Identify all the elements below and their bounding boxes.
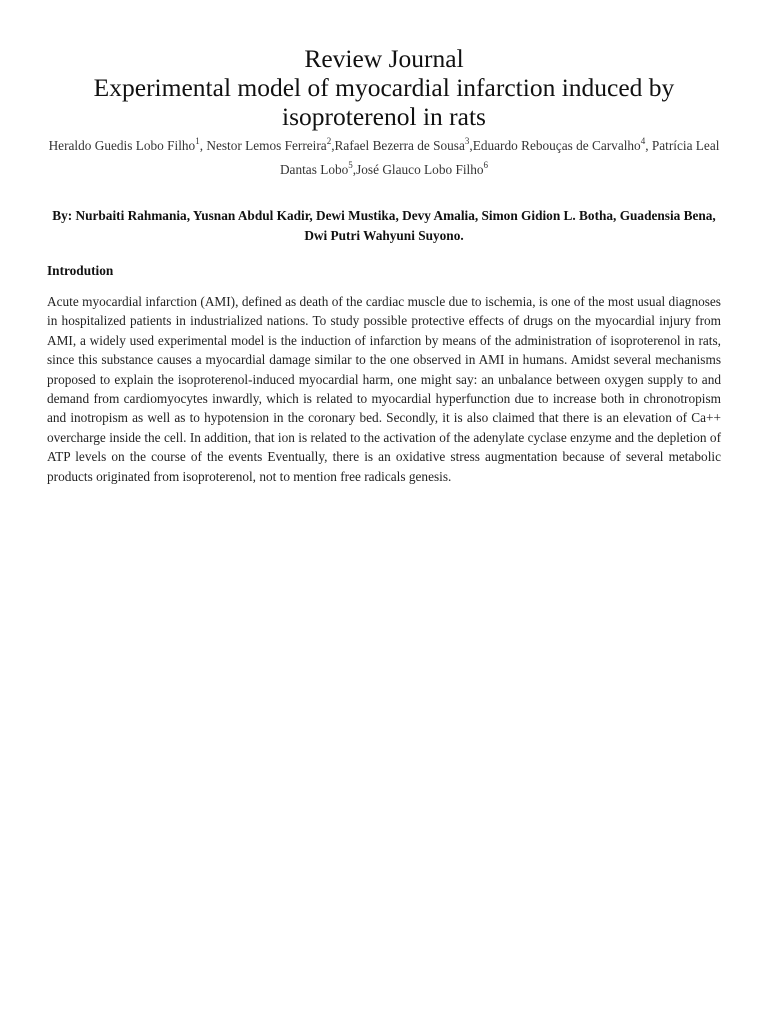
contributors-by-line: By: Nurbaiti Rahmania, Yusnan Abdul Kadir, Dewi Mustika, Devy Amalia, Simon Gidion L. Botha, Guadensia Bena, Dwi Putri Wahyuni Suyono. [52, 208, 716, 243]
author-name: José Glauco Lobo Filho [356, 162, 484, 177]
title-line-continued: isoproterenol in rats [282, 102, 486, 131]
title-line-main: Experimental model of myocardial infarction induced by [93, 73, 675, 102]
introduction-paragraph: Acute myocardial infarction (AMI), defined as death of the cardiac muscle due to ischemia, is one of the most usual diagnoses in hospitalized patients in industrialized nations. To study possible protective effects of drugs on the myocardial injury from AMI, a widely used experimental model is the induction of infarction by means of the administration of isoproterenol in rats, since this substance causes a myocardial damage similar to the one observed in AMI in humans. Amidst several mechanisms proposed to explain the isoproterenol-induced myocardial harm, one might say: an unbalance between oxygen supply to and demand from cardiomyocytes inwardly, which is related to myocardial hyperfunction due to increase both in chronotropism and inotropism as well as to hypotension in the coronary bed. Secondly, it is also claimed that there is an elevation of Ca++ overcharge inside the cell. In addition, that ion is related to the activation of the adenylate cyclase enzyme and the depletion of ATP levels on the course of the events Eventually, there is an oxidative stress augmentation because of several metabolic products originated from isoproterenol, not to mention free radicals genesis. [47, 294, 721, 484]
author-name: Eduardo Rebouças de Carvalho [472, 138, 641, 153]
document-title [47, 44, 721, 131]
section-heading-introduction: Introdution [47, 263, 114, 278]
author-affiliation-mark: 6 [483, 160, 489, 170]
author-name: Nestor Lemos Ferreira [206, 138, 327, 153]
author-affiliation-mark: 5 [348, 160, 353, 170]
author-affiliation-mark: 3 [464, 136, 470, 146]
author-name: Rafael Bezerra de Sousa [334, 138, 465, 153]
author-name: Patrícia Leal Dantas Lobo [279, 138, 720, 177]
title-line-journal: Review Journal [304, 44, 464, 73]
author-affiliation-mark: 1 [195, 136, 200, 146]
author-affiliation-mark: 2 [326, 136, 332, 146]
document-page [47, 44, 721, 499]
author-name: Heraldo Guedis Lobo Filho [48, 138, 196, 153]
author-list: Heraldo Guedis Lobo Filho$^1$, Nestor Lemos Ferreira$^2$,Rafael Bezerra de Sousa$^3$,Eduardo Rebouças de Carvalho$^4$, Patrícia Leal Dantas Lobo$^5$,José Glauco Lobo Filho$^6$ [48, 136, 720, 177]
author-affiliation-mark: 4 [640, 136, 646, 146]
